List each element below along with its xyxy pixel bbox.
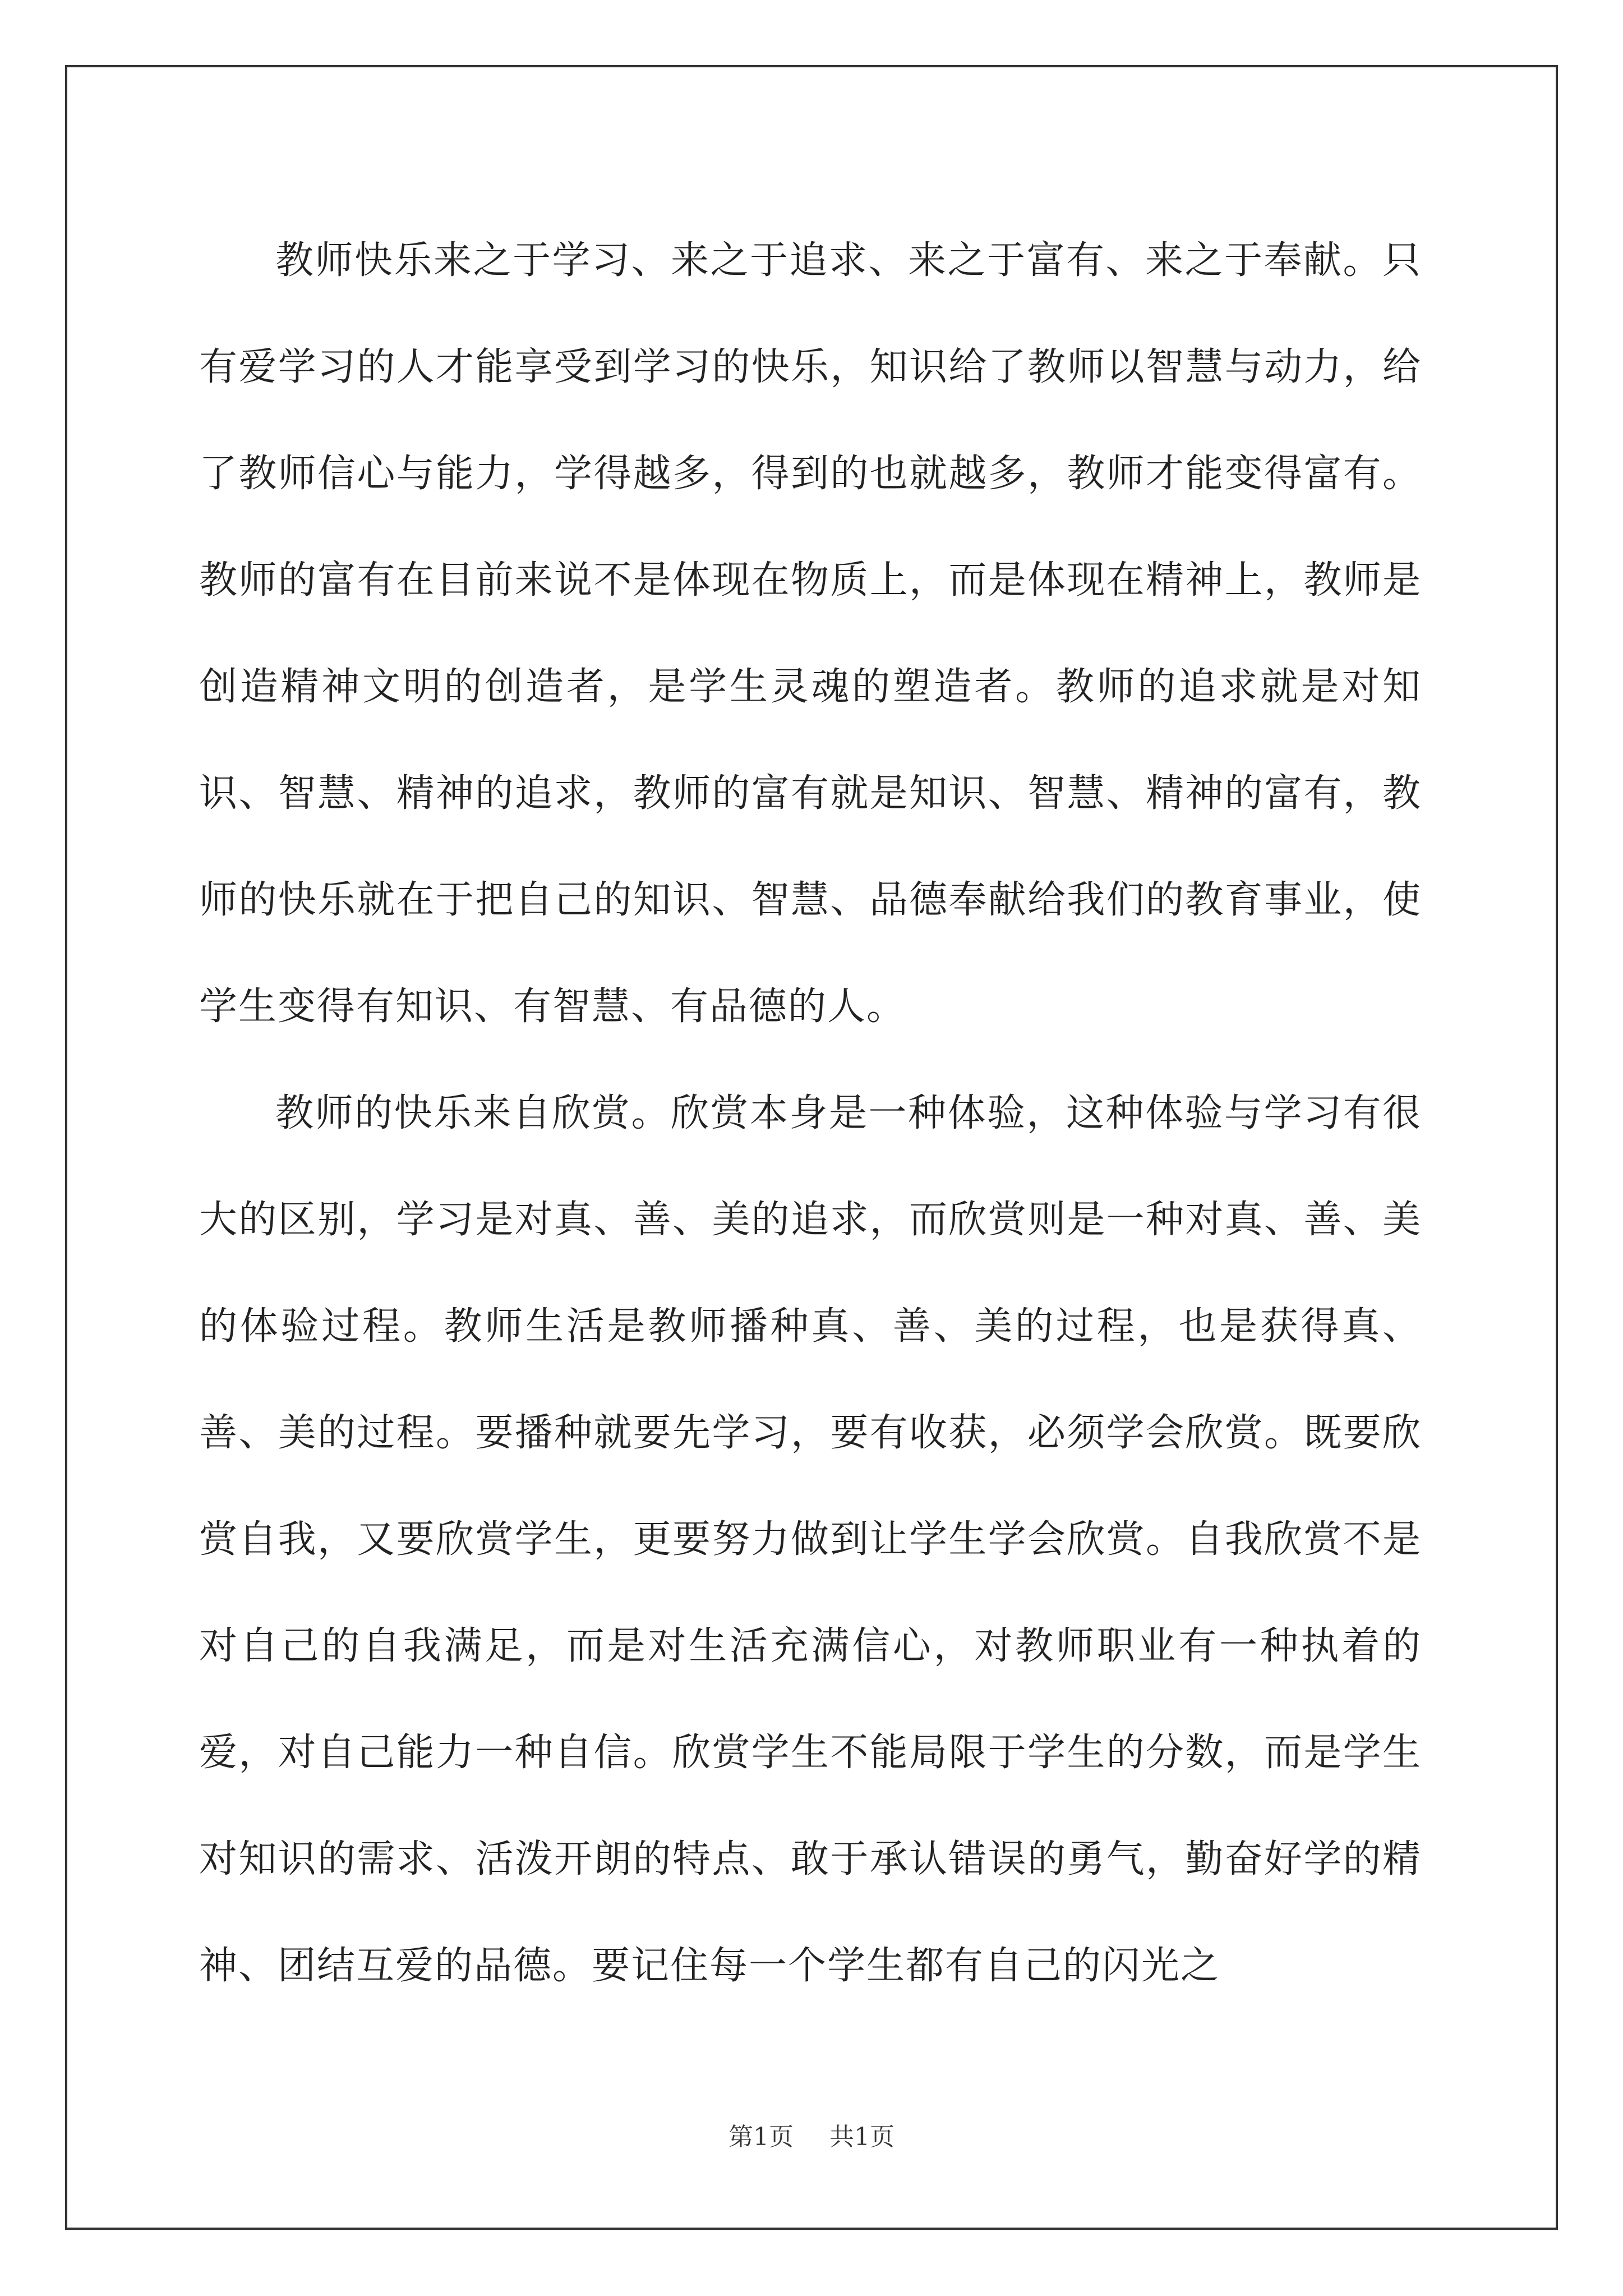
page-footer	[0, 2120, 1623, 2154]
paragraph-1: 教师快乐来之于学习、来之于追求、来之于富有、来之于奉献。只有爱学习的人才能享受到学习的快乐，知识给了教师以智慧与动力，给了教师信心与能力，学得越多，得到的也就越多，教师才能变得富有。教师的富有在目前来说不是体现在物质上，而是体现在精神上，教师是创造精神文明的创造者，是学生灵魂的塑造者。教师的追求就是对知识、智慧、精神的追求，教师的富有就是知识、智慧、精神的富有，教师的快乐就在于把自己的知识、智慧、品德奉献给我们的教育事业，使学生变得有知识、有智慧、有品德的人。	[199, 238, 1422, 1029]
page-number-total: 共1页	[829, 2123, 895, 2151]
paragraph-2: 教师的快乐来自欣赏。欣赏本身是一种体验，这种体验与学习有很大的区别，学习是对真、善、美的追求，而欣赏则是一种对真、善、美的体验过程。教师生活是教师播种真、善、美的过程，也是获得真、善、美的过程。要播种就要先学习，要有收获，必须学会欣赏。既要欣赏自我，又要欣赏学生，更要努力做到让学生学会欣赏。自我欣赏不是对自己的自我满足，而是对生活充满信心，对教师职业有一种执着的爱，对自己能力一种自信。欣赏学生不能局限于学生的分数，而是学生对知识的需求、活泼开朗的特点、敢于承认错误的勇气，勤奋好学的精神、团结互爱的品德。要记住每一个学生都有自己的闪光之	[199, 1091, 1422, 1988]
document-body	[199, 208, 1422, 2019]
page-number-current: 第1页	[728, 2123, 794, 2151]
